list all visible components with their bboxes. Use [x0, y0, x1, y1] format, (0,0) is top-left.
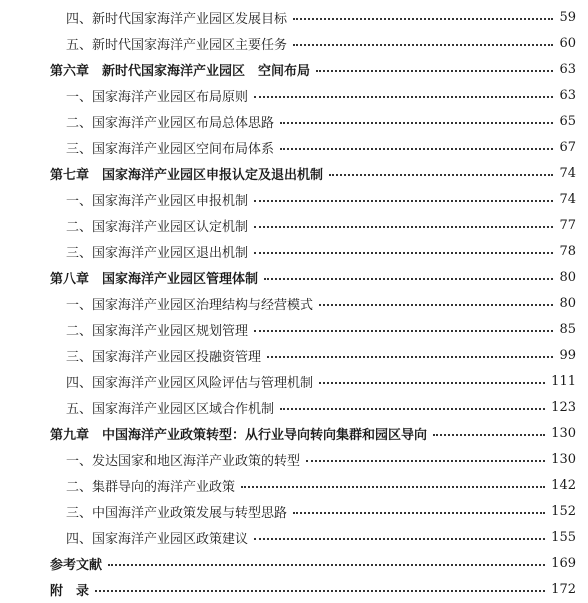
toc-entry-title: 一、发达国家和地区海洋产业政策的转型	[66, 453, 301, 469]
toc-entry-title: 三、中国海洋产业政策发展与转型思路	[66, 505, 288, 521]
toc-entry-title: 三、国家海洋产业园区投融资管理	[66, 349, 262, 365]
dot-leader	[280, 122, 553, 124]
toc-entry	[0, 4, 588, 30]
dot-leader	[254, 96, 553, 98]
toc-entry-page: 80	[559, 295, 576, 311]
toc-chapter-page: 63	[559, 61, 576, 77]
toc-entry-page: 99	[559, 347, 576, 363]
toc-entry-page: 85	[559, 321, 576, 337]
dot-leader	[267, 356, 553, 358]
dot-leader	[254, 200, 553, 202]
toc-entry-title: 二、集群导向的海洋产业政策	[66, 479, 236, 495]
toc-entry	[0, 524, 588, 550]
dot-leader	[254, 226, 553, 228]
dot-leader	[280, 408, 545, 410]
toc-entry-title: 二、国家海洋产业园区认定机制	[66, 219, 249, 235]
toc-entry-title: 二、国家海洋产业园区规划管理	[66, 323, 249, 339]
dot-leader	[95, 590, 545, 592]
toc-entry	[0, 290, 588, 316]
toc-entry	[0, 212, 588, 238]
toc-chapter-page: 80	[559, 269, 576, 285]
dot-leader	[293, 18, 553, 20]
toc-entry-page: 67	[559, 139, 576, 155]
toc-entry-title: 三、国家海洋产业园区空间布局体系	[66, 141, 275, 157]
toc-references	[0, 550, 588, 576]
toc-entry-title: 一、国家海洋产业园区布局原则	[66, 89, 249, 105]
toc-entry-page: 78	[559, 243, 576, 259]
toc-entry-page: 63	[559, 87, 576, 103]
toc-entry-title: 一、国家海洋产业园区申报机制	[66, 193, 249, 209]
toc-entry	[0, 472, 588, 498]
dot-leader	[306, 460, 545, 462]
toc-entry-title: 五、国家海洋产业园区区域合作机制	[66, 401, 275, 417]
dot-leader	[319, 304, 553, 306]
toc-entry-page: 123	[551, 399, 576, 415]
toc-entry-page: 111	[551, 373, 576, 389]
toc-entry-page: 60	[559, 35, 576, 51]
toc-chapter	[0, 420, 588, 446]
toc-chapter	[0, 56, 588, 82]
dot-leader	[319, 382, 545, 384]
toc-entry-page: 142	[551, 477, 576, 493]
toc-appendix	[0, 576, 588, 602]
toc-chapter-page: 130	[551, 425, 576, 441]
toc-entry-page: 155	[551, 529, 576, 545]
toc-entry-title: 四、国家海洋产业园区政策建议	[66, 531, 249, 547]
toc-entry-title: 四、新时代国家海洋产业园区发展目标	[66, 11, 288, 27]
toc-entry	[0, 316, 588, 342]
toc-entry	[0, 82, 588, 108]
toc-appendix-title: 附 录	[50, 583, 90, 599]
dot-leader	[316, 70, 553, 72]
dot-leader	[293, 44, 553, 46]
dot-leader	[264, 278, 553, 280]
dot-leader	[254, 330, 553, 332]
toc-chapter-title: 第七章 国家海洋产业园区申报认定及退出机制	[50, 167, 324, 183]
toc-entry	[0, 134, 588, 160]
toc-entry-title: 一、国家海洋产业园区治理结构与经营模式	[66, 297, 314, 313]
toc-references-page: 169	[551, 555, 576, 571]
dot-leader	[254, 538, 545, 540]
dot-leader	[254, 252, 553, 254]
toc-entry	[0, 446, 588, 472]
toc-entry-title: 五、新时代国家海洋产业园区主要任务	[66, 37, 288, 53]
toc-chapter	[0, 160, 588, 186]
toc-entry	[0, 30, 588, 56]
toc-entry	[0, 186, 588, 212]
dot-leader	[293, 512, 545, 514]
toc-entry-page: 130	[551, 451, 576, 467]
toc-chapter	[0, 264, 588, 290]
toc-entry-page: 59	[559, 9, 576, 25]
toc-entry-title: 四、国家海洋产业园区风险评估与管理机制	[66, 375, 314, 391]
toc-entry	[0, 238, 588, 264]
toc-entry	[0, 394, 588, 420]
toc-entry-title: 三、国家海洋产业园区退出机制	[66, 245, 249, 261]
toc-entry	[0, 108, 588, 134]
toc-entry-page: 152	[551, 503, 576, 519]
toc-references-title: 参考文献	[50, 557, 103, 573]
dot-leader	[329, 174, 553, 176]
dot-leader	[433, 434, 545, 436]
toc-chapter-title: 第八章 国家海洋产业园区管理体制	[50, 271, 259, 287]
toc-entry	[0, 368, 588, 394]
dot-leader	[280, 148, 553, 150]
toc-entry-page: 77	[559, 217, 576, 233]
toc-entry-title: 二、国家海洋产业园区布局总体思路	[66, 115, 275, 131]
toc-chapter-page: 74	[559, 165, 576, 181]
toc-appendix-page: 172	[551, 581, 576, 597]
toc-entry-page: 65	[559, 113, 576, 129]
dot-leader	[108, 564, 545, 566]
toc-chapter-title: 第九章 中国海洋产业政策转型：从行业导向转向集群和园区导向	[50, 427, 428, 443]
toc-entry	[0, 342, 588, 368]
dot-leader	[241, 486, 545, 488]
toc-entry	[0, 498, 588, 524]
toc-chapter-title: 第六章 新时代国家海洋产业园区 空间布局	[50, 63, 311, 79]
toc-entry-page: 74	[559, 191, 576, 207]
